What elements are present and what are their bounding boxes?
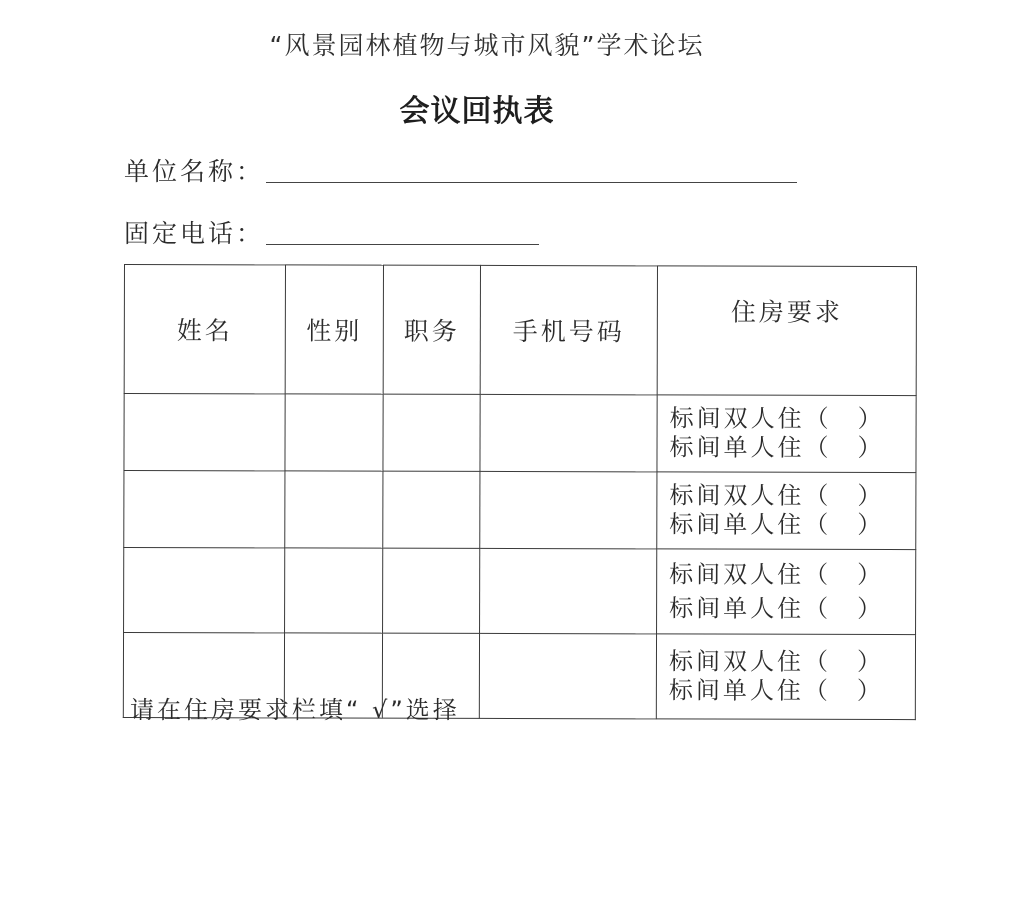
cell-position[interactable] <box>383 394 480 471</box>
header-gender: 性别 <box>285 265 383 394</box>
option-single-room[interactable]: 标间单人住（ ） <box>669 433 885 462</box>
cell-housing <box>657 472 916 550</box>
unit-name-field <box>124 152 264 188</box>
form-title: 会议回执表 <box>399 94 555 129</box>
cell-housing <box>657 549 916 635</box>
unit-name-label: 单位名称： <box>124 157 265 186</box>
cell-housing <box>656 634 915 720</box>
table-row <box>124 394 916 473</box>
cell-mobile[interactable] <box>479 633 656 718</box>
cell-gender[interactable] <box>285 548 383 633</box>
option-single-room[interactable]: 标间单人住（ ） <box>669 594 885 623</box>
cell-name[interactable] <box>124 471 285 548</box>
cell-name[interactable] <box>124 548 285 633</box>
option-single-room[interactable]: 标间单人住（ ） <box>669 510 885 539</box>
forum-subtitle: “风景园林植物与城市风貌”学术论坛 <box>269 31 705 60</box>
cell-mobile[interactable] <box>480 548 657 633</box>
landline-label: 固定电话： <box>124 219 265 248</box>
header-position: 职务 <box>383 265 480 394</box>
header-housing: 住房要求 <box>657 266 916 396</box>
header-name: 姓名 <box>124 265 285 394</box>
option-double-room[interactable]: 标间双人住（ ） <box>669 404 885 433</box>
table-row <box>124 471 916 550</box>
option-double-room[interactable]: 标间双人住（ ） <box>669 481 885 510</box>
cell-mobile[interactable] <box>480 394 657 471</box>
registration-table <box>123 264 917 720</box>
option-double-room[interactable]: 标间双人住（ ） <box>668 647 884 676</box>
cell-mobile[interactable] <box>480 471 657 548</box>
cell-gender[interactable] <box>285 394 383 471</box>
cell-position[interactable] <box>383 471 480 548</box>
landline-underline[interactable] <box>266 244 539 245</box>
option-double-room[interactable]: 标间双人住（ ） <box>669 560 885 589</box>
landline-field <box>124 214 264 250</box>
instruction-note: 请在住房要求栏填“ √”选择 <box>130 696 460 724</box>
table-row <box>124 548 916 635</box>
option-single-room[interactable]: 标间单人住（ ） <box>668 676 884 705</box>
header-mobile: 手机号码 <box>480 265 657 394</box>
unit-name-underline[interactable] <box>266 182 797 183</box>
cell-name[interactable] <box>124 394 285 471</box>
cell-gender[interactable] <box>285 471 383 548</box>
cell-position[interactable] <box>383 548 480 633</box>
table-header-row <box>124 265 916 396</box>
cell-housing <box>657 395 916 473</box>
